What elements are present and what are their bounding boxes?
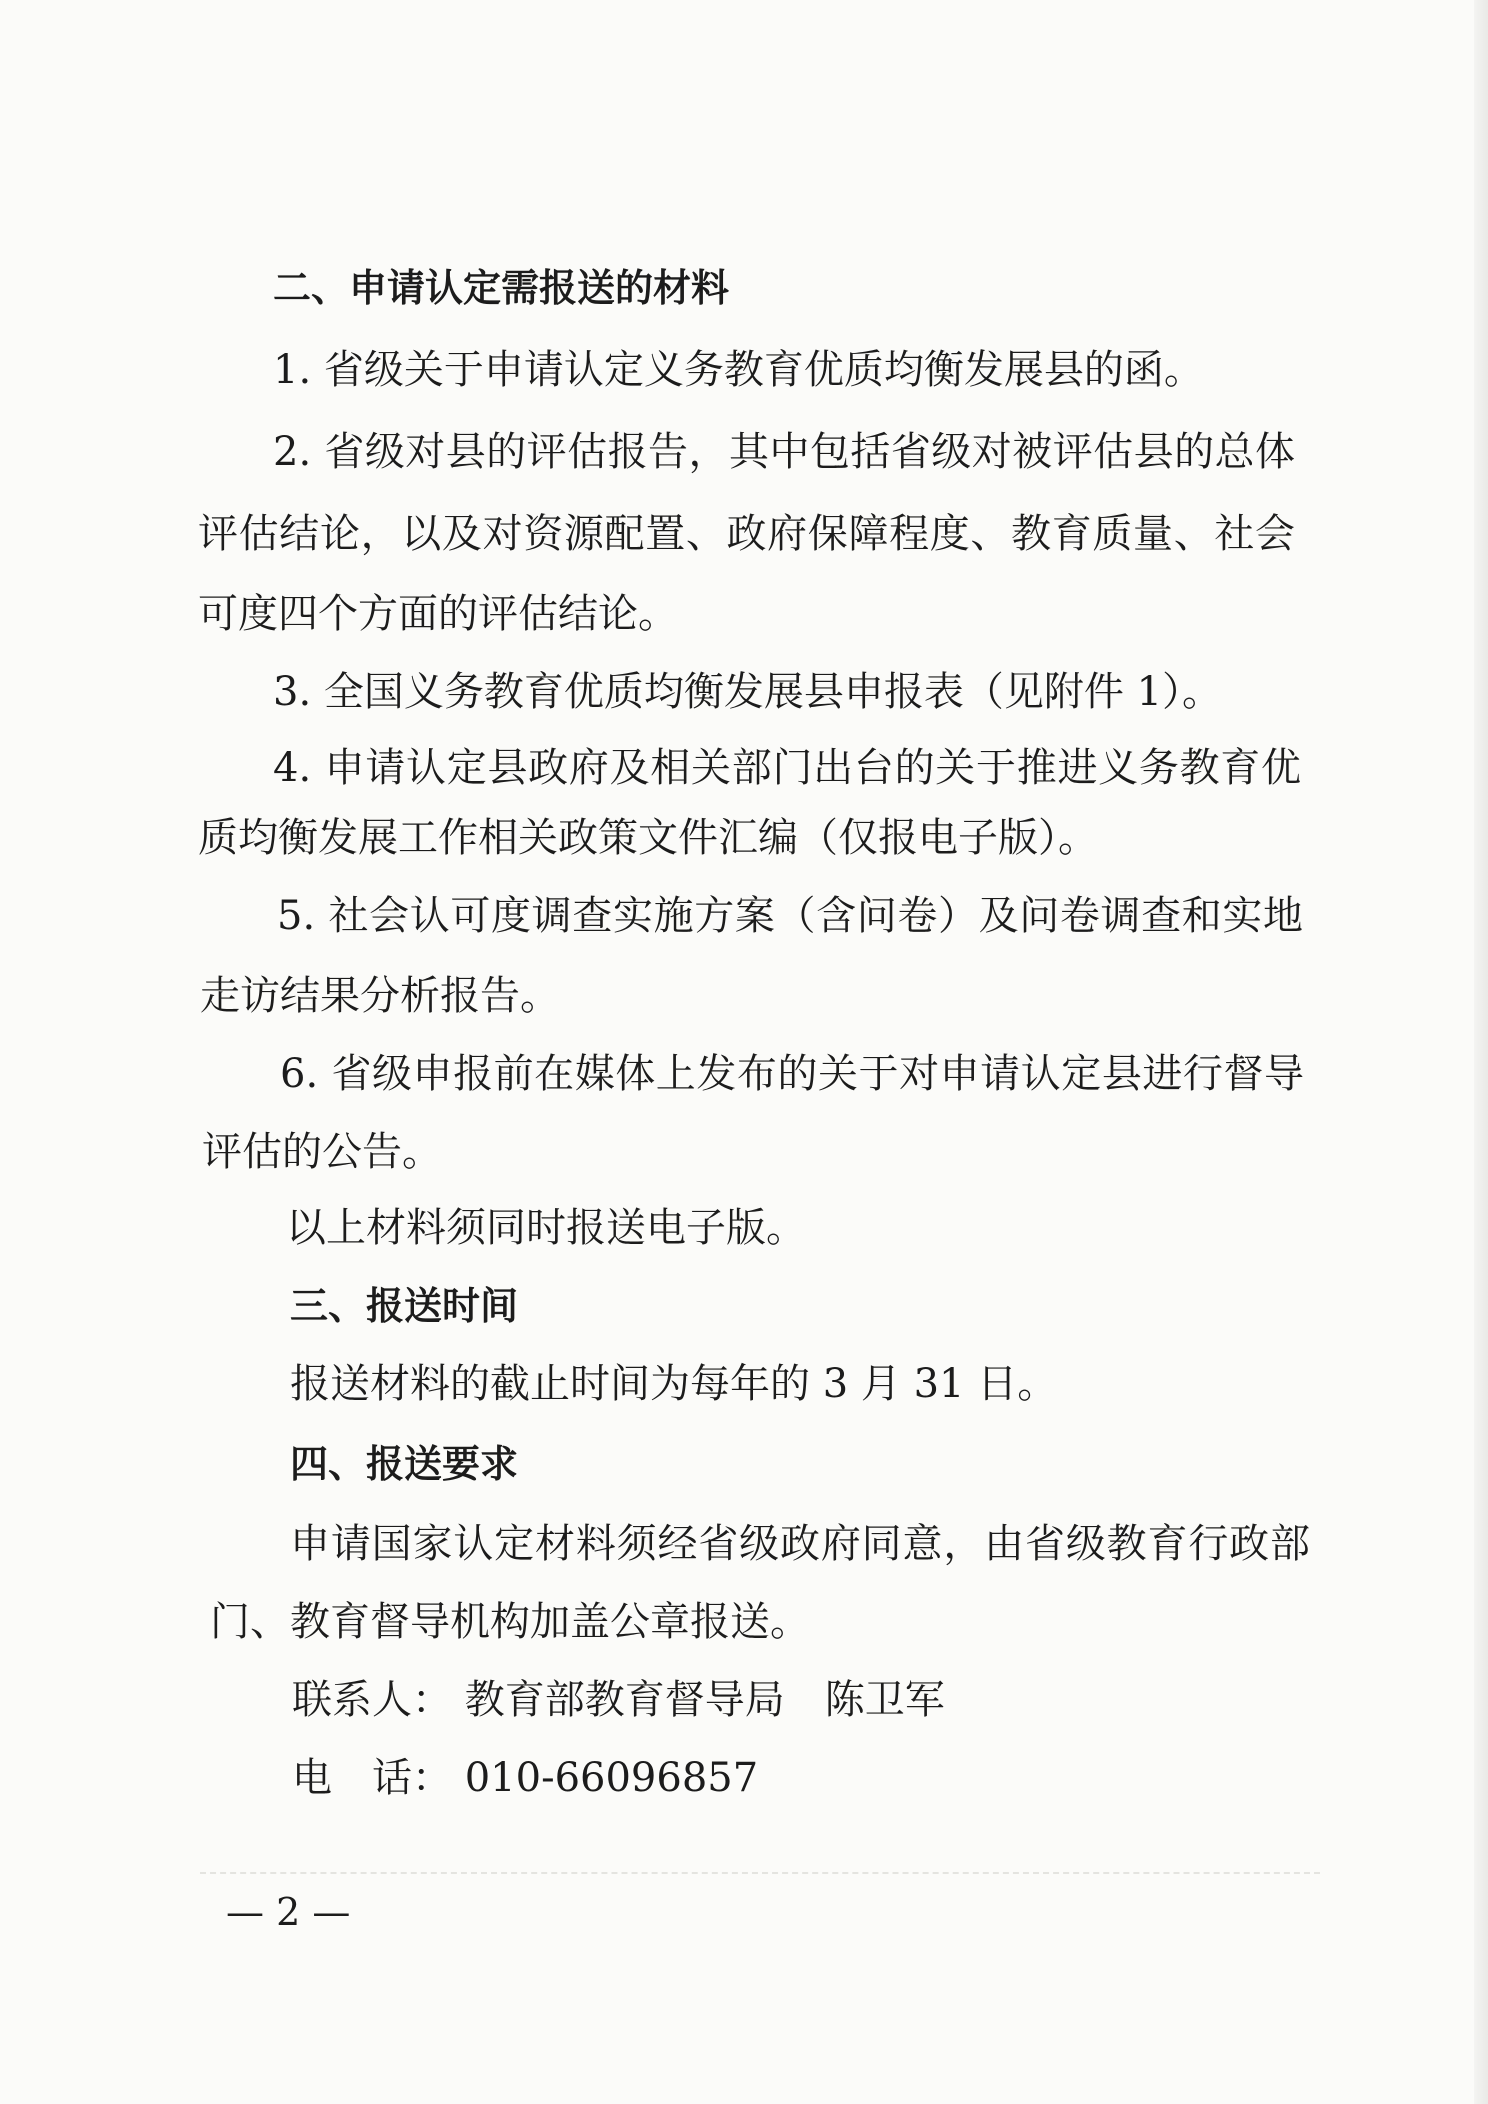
contact-phone-label: 电 话： — [292, 1755, 452, 1801]
item-2-line-3: 可度四个方面的评估结论。 — [198, 591, 678, 637]
item-6-line-2: 评估的公告。 — [202, 1129, 442, 1175]
page-number: — 2 — — [226, 1890, 351, 1934]
time-text: 报送材料的截止时间为每年的 3 月 31 日。 — [290, 1361, 1058, 1407]
item-text: 省级关于申请认定义务教育优质均衡发展县的函。 — [323, 347, 1204, 393]
item-2-line-1 — [273, 424, 1295, 480]
item-text: 省级对县的评估报告，其中包括省级对被评估县的总体 — [324, 429, 1295, 475]
item-5-line-2: 走访结果分析报告。 — [200, 973, 560, 1019]
item-2-line-2: 评估结论，以及对资源配置、政府保障程度、教育质量、社会 — [198, 511, 1295, 557]
item-6-line-1 — [280, 1046, 1304, 1102]
contact-person-label: 联系人： — [292, 1677, 452, 1723]
item-1-line-1 — [273, 342, 1204, 398]
footer-divider — [200, 1872, 1320, 1874]
item-text: 省级申报前在媒体上发布的关于对申请认定县进行督导 — [331, 1051, 1304, 1097]
section-heading-materials: 二、申请认定需报送的材料 — [273, 266, 730, 310]
page-edge — [1474, 0, 1488, 2104]
item-number: 5. — [277, 893, 316, 939]
item-text: 全国义务教育优质均衡发展县申报表（见附件 1）。 — [323, 669, 1223, 715]
item-4-line-2: 质均衡发展工作相关政策文件汇编（仅报电子版）。 — [198, 815, 1098, 861]
contact-person-value: 教育部教育督导局 陈卫军 — [464, 1677, 945, 1723]
item-3-line-1 — [273, 664, 1222, 720]
item-number: 2. — [273, 429, 312, 475]
contact-person — [292, 1672, 945, 1728]
requirements-line-1: 申请国家认定材料须经省级政府同意，由省级教育行政部 — [290, 1521, 1310, 1567]
item-text: 申请认定县政府及相关部门出台的关于推进义务教育优 — [324, 745, 1301, 791]
contact-phone-value: 010-66096857 — [464, 1755, 759, 1801]
contact-phone — [292, 1750, 758, 1806]
materials-note: 以上材料须同时报送电子版。 — [286, 1205, 806, 1251]
section-heading-requirements: 四、报送要求 — [290, 1442, 519, 1486]
section-heading-time: 三、报送时间 — [290, 1284, 519, 1328]
item-5-line-1 — [277, 888, 1303, 944]
item-text: 社会认可度调查实施方案（含问卷）及问卷调查和实地 — [328, 893, 1303, 939]
item-number: 3. — [273, 669, 312, 715]
item-4-line-1 — [273, 740, 1301, 796]
item-number: 6. — [280, 1051, 319, 1097]
item-number: 1. — [273, 347, 312, 393]
item-number: 4. — [273, 745, 312, 791]
requirements-line-2: 门、教育督导机构加盖公章报送。 — [210, 1599, 810, 1645]
